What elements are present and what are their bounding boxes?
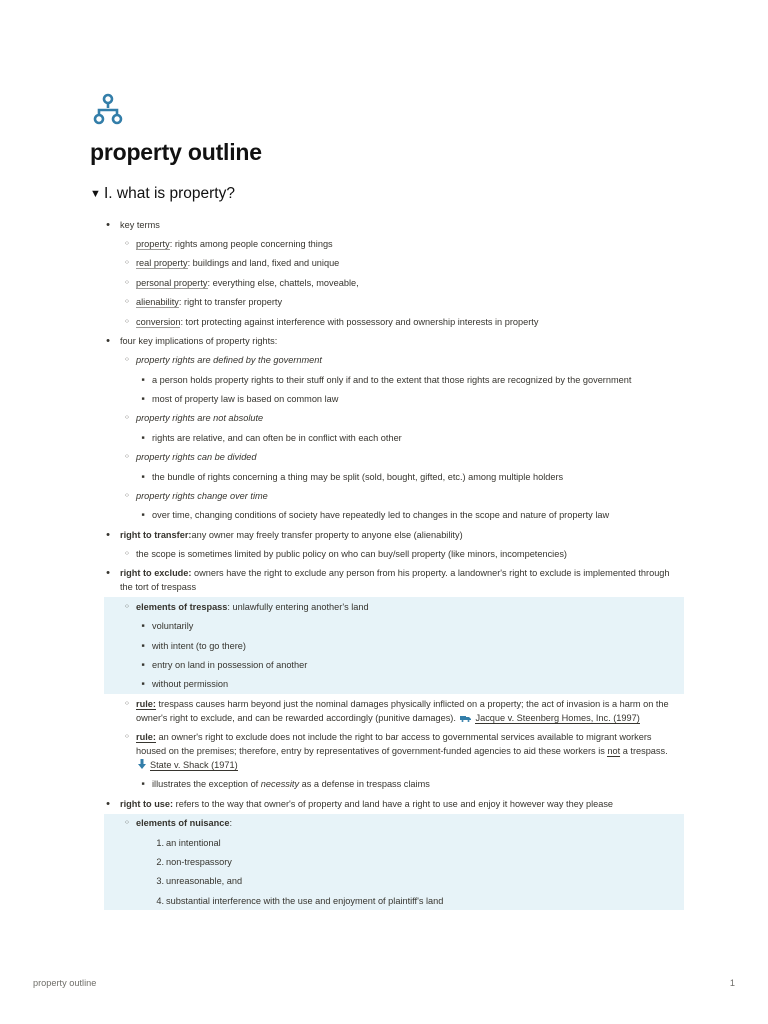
nuisance-element: 1. an intentional	[156, 837, 221, 848]
trespass-label: elements of trespass	[136, 601, 228, 612]
trespass-element: ■ entry on land in possession of another	[136, 655, 684, 674]
list-item-right-to-transfer	[90, 525, 680, 564]
rule-jacque: ○ rule: trespass causes harm beyond just the nominal damages physically inflicted on a property; the act of invasion is a harm on the owner's right to exclude, and can be rewarded accordingly (punitive damages). Jacque v. Steenberg Homes, Inc. (1997)	[120, 694, 680, 727]
trespass-element: ■ without permission	[136, 675, 684, 694]
rule-shack: ○ rule: an owner's right to exclude does not include the right to bar access to governmental services available to migrant workers housed on the premises; therefore, entry by representatives of government-funded agencies to aid these workers is not a trespass. State v. Shack (1971) ■ illustrates the exception of necessity as a defense in trespass claims	[120, 727, 680, 794]
implication-sub: ■ most of property law is based on common law	[136, 389, 680, 408]
key-term-item	[120, 234, 680, 253]
list-item-implications	[90, 331, 680, 525]
key-term-item	[120, 254, 680, 273]
implications-list	[120, 351, 680, 525]
implication-sub: ■ the bundle of rights concerning a thing may be split (sold, bought, gifted, etc.) among multiple holders	[136, 467, 680, 486]
nuisance-element: 4. substantial interference with the use and enjoyment of plaintiff's land	[156, 895, 444, 906]
down-arrow-icon	[138, 759, 146, 769]
use-label: right to use:	[120, 798, 174, 809]
implication-title: property rights can be divided	[136, 452, 257, 463]
implications-label: four key implications of property rights:	[120, 335, 278, 346]
key-terms-list	[120, 234, 680, 331]
transfer-text: any owner may freely transfer property to anyone else (alienability)	[191, 529, 463, 540]
outline-list	[90, 215, 680, 910]
toggle-arrow-icon[interactable]: ▼	[90, 188, 101, 200]
toggle-heading-what-is-property[interactable]	[90, 181, 680, 207]
exclude-text: owners have the right to exclude any person from his property. a landowner's right to exclude is implemented through the tort of trespass	[120, 568, 670, 593]
key-term-item	[120, 312, 680, 331]
implication-item	[120, 409, 680, 448]
list-item-key-terms	[90, 215, 680, 331]
term-property[interactable]: property	[136, 239, 170, 250]
page-number: 1	[729, 978, 735, 988]
term-def: : right to transfer property	[178, 297, 283, 308]
transfer-label: right to transfer:	[120, 529, 192, 540]
use-text: refers to the way that owner's of property and land have a right to use and enjoy it however way they please	[173, 798, 614, 809]
trespass-element: ■ with intent (to go there)	[136, 636, 684, 655]
page-title: property outline	[90, 139, 262, 165]
exclude-label: right to exclude:	[120, 568, 192, 579]
implication-title: property rights are not absolute	[136, 413, 264, 424]
list-item-right-to-use	[90, 794, 680, 910]
key-term-item	[120, 273, 680, 292]
term-alienability[interactable]: alienability	[136, 297, 179, 308]
case-link-shack[interactable]: State v. Shack (1971)	[150, 760, 238, 771]
page-footer	[33, 978, 735, 988]
key-terms-label: key terms	[120, 219, 160, 230]
rule-label: rule:	[136, 698, 156, 709]
implication-item	[120, 351, 680, 409]
term-conversion[interactable]: conversion	[136, 316, 181, 327]
bullet	[102, 218, 114, 232]
section-heading: I. what is property?	[104, 185, 235, 202]
implication-title: property rights change over time	[136, 490, 268, 501]
key-term-item	[120, 293, 680, 312]
nuisance-element: 2. non-trespassory	[156, 856, 232, 867]
term-def: : rights among people concerning things	[169, 239, 333, 250]
implication-sub: ■ over time, changing conditions of society have repeatedly led to changes in the scope and nature of property law	[136, 506, 680, 525]
term-def: : tort protecting against interference with possessory and ownership interests in property	[180, 316, 539, 327]
nuisance-element: 3. unreasonable, and	[156, 876, 243, 887]
truck-icon	[460, 715, 471, 722]
bullet	[102, 528, 114, 542]
nuisance-label: elements of nuisance	[136, 818, 230, 829]
implication-item	[120, 448, 680, 487]
term-def: : everything else, chattels, moveable,	[207, 277, 359, 288]
footer-title: property outline	[33, 978, 97, 988]
bullet	[102, 334, 114, 348]
term-personal-property[interactable]: personal property	[136, 277, 208, 288]
trespass-callout: ○ elements of trespass: unlawfully entering another's land ■ voluntarily ■ with intent (to go there) ■ entry on land in possession of another ■ without permission	[104, 597, 684, 694]
bullet	[102, 797, 114, 811]
implication-item	[120, 486, 680, 525]
nuisance-callout: ○ elements of nuisance: 1. an intentional 2. non-trespassory 3. unreasonable, and 4. substantial interference with the use and enjoyment of plaintiff's land	[104, 814, 684, 911]
list-item-right-to-exclude	[90, 564, 680, 794]
term-def: : buildings and land, fixed and unique	[187, 258, 340, 269]
rule-label: rule:	[136, 732, 156, 743]
implication-sub: ■ rights are relative, and can often be in conflict with each other	[136, 428, 680, 447]
trespass-element: ■ voluntarily	[136, 617, 684, 636]
term-real-property[interactable]: real property	[136, 258, 188, 269]
implication-sub: ■ a person holds property rights to their stuff only if and to the extent that those rights are recognized by the government	[136, 370, 680, 389]
sitemap-icon	[91, 92, 125, 126]
case-link-jacque[interactable]: Jacque v. Steenberg Homes, Inc. (1997)	[475, 712, 640, 723]
emphasis-not: not	[607, 746, 621, 757]
implication-title: property rights are defined by the government	[136, 355, 322, 366]
shack-sub: ■ illustrates the exception of necessity as a defense in trespass claims	[136, 775, 680, 794]
bullet	[102, 566, 114, 580]
transfer-sub: ○ the scope is sometimes limited by public policy on who can buy/sell property (like minors, incompetencies)	[120, 544, 680, 563]
page-content	[90, 92, 680, 910]
